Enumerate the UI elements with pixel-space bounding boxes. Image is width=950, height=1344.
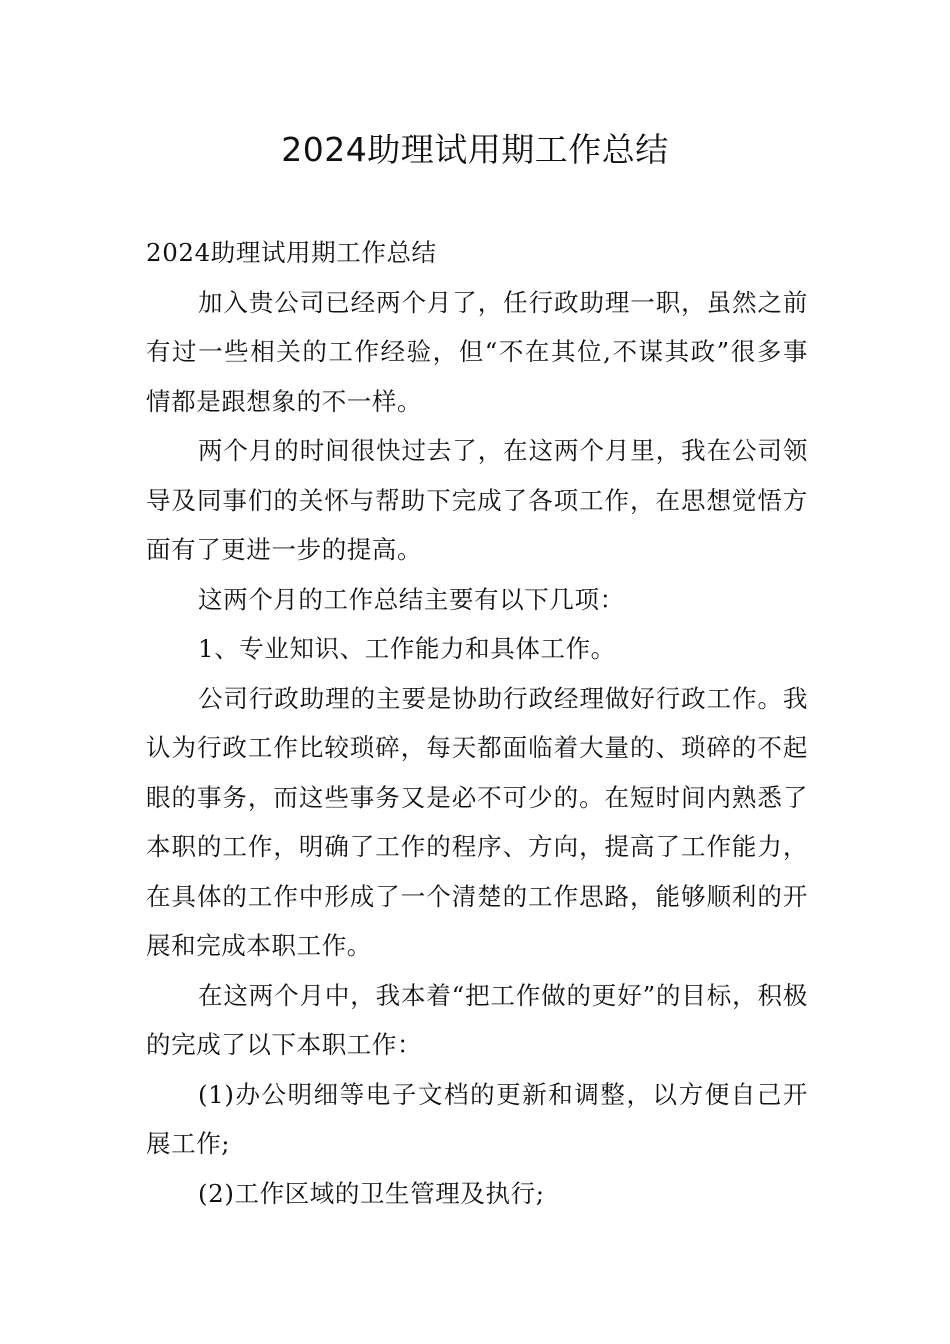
body-paragraph: 两个月的时间很快过去了，在这两个月里，我在公司领导及同事们的关怀与帮助下完成了各项工作，在思想觉悟方面有了更进一步的提高。 xyxy=(146,436,808,564)
body-paragraph: 公司行政助理的主要是协助行政经理做好行政工作。我认为行政工作比较琐碎，每天都面临着大量的、琐碎的不起眼的事务，而这些事务又是必不可少的。在短时间内熟悉了本职的工作，明确了工作的程序、方向，提高了工作能力，在具体的工作中形成了一个清楚的工作思路，能够顺利的开展和完成本职工作。 xyxy=(146,683,808,960)
list-item: (2)工作区域的卫生管理及执行; xyxy=(198,1178,545,1208)
document-title: 2024助理试用期工作总结 xyxy=(281,130,669,169)
section-heading: 1、专业知识、工作能力和具体工作。 xyxy=(198,634,616,663)
subtitle-paragraph: 2024助理试用期工作总结 xyxy=(146,238,437,267)
list-item: (1)办公明细等电子文档的更新和调整，以方便自己开展工作; xyxy=(146,1079,808,1158)
body-paragraph: 在这两个月中，我本着“把工作做的更好”的目标，积极的完成了以下本职工作： xyxy=(146,980,808,1059)
body-paragraph: 加入贵公司已经两个月了，任行政助理一职，虽然之前有过一些相关的工作经验，但“不在其位,不谋其政”很多事情都是跟想象的不一样。 xyxy=(146,287,808,416)
body-paragraph: 这两个月的工作总结主要有以下几项： xyxy=(198,584,625,614)
document-body xyxy=(146,228,808,1218)
